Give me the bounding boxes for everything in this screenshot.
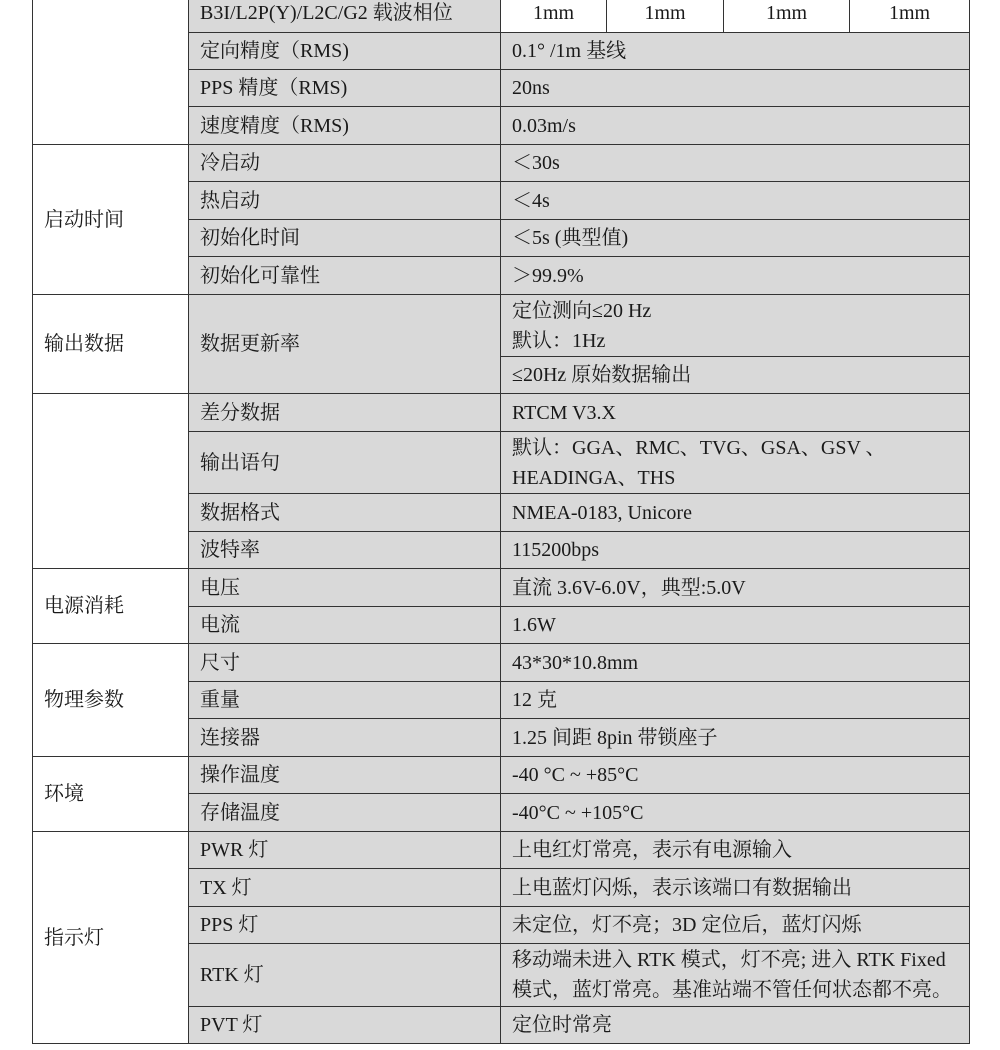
value-cell: 上电蓝灯闪烁，表示该端口有数据输出 bbox=[501, 869, 970, 907]
value-cell: 1mm bbox=[501, 0, 607, 33]
value-cell: 1.25 间距 8pin 带锁座子 bbox=[501, 719, 970, 757]
param-cell: PWR 灯 bbox=[189, 832, 501, 869]
value-cell: ＜5s (典型值) bbox=[501, 220, 970, 257]
value-cell: 1mm bbox=[607, 0, 724, 33]
param-cell: 速度精度（RMS) bbox=[189, 107, 501, 145]
param-cell: 操作温度 bbox=[189, 757, 501, 794]
category-cell: 环境 bbox=[33, 757, 189, 832]
category-cell bbox=[33, 394, 189, 569]
value-cell: 0.1° /1m 基线 bbox=[501, 33, 970, 70]
category-cell bbox=[33, 0, 189, 145]
param-cell: PPS 精度（RMS) bbox=[189, 70, 501, 107]
value-cell: 0.03m/s bbox=[501, 107, 970, 145]
category-cell: 启动时间 bbox=[33, 145, 189, 295]
value-cell: 定位测向≤20 Hz 默认：1Hz bbox=[501, 295, 970, 357]
value-cell: 未定位，灯不亮；3D 定位后，蓝灯闪烁 bbox=[501, 907, 970, 944]
param-cell: 热启动 bbox=[189, 182, 501, 220]
param-cell: TX 灯 bbox=[189, 869, 501, 907]
value-cell: 1mm bbox=[724, 0, 850, 33]
value-cell: 115200bps bbox=[501, 532, 970, 569]
value-cell: -40 °C ~ +85°C bbox=[501, 757, 970, 794]
param-cell: 存储温度 bbox=[189, 794, 501, 832]
value-cell: 12 克 bbox=[501, 682, 970, 719]
category-cell: 指示灯 bbox=[33, 832, 189, 1044]
value-cell: ＞99.9% bbox=[501, 257, 970, 295]
spec-table bbox=[32, 0, 970, 1044]
value-cell: 1.6W bbox=[501, 607, 970, 644]
value-cell: 默认：GGA、RMC、TVG、GSA、GSV 、 HEADINGA、THS bbox=[501, 432, 970, 494]
table-row bbox=[33, 832, 970, 869]
param-cell: 电压 bbox=[189, 569, 501, 607]
table-row bbox=[33, 0, 970, 33]
param-cell: 尺寸 bbox=[189, 644, 501, 682]
param-cell: 初始化可靠性 bbox=[189, 257, 501, 295]
value-cell: 定位时常亮 bbox=[501, 1007, 970, 1044]
value-cell: ＜30s bbox=[501, 145, 970, 182]
param-cell: 连接器 bbox=[189, 719, 501, 757]
category-cell: 输出数据 bbox=[33, 295, 189, 394]
param-cell: PPS 灯 bbox=[189, 907, 501, 944]
value-cell: ＜4s bbox=[501, 182, 970, 220]
param-cell: RTK 灯 bbox=[189, 944, 501, 1007]
param-cell: 定向精度（RMS) bbox=[189, 33, 501, 70]
value-cell: ≤20Hz 原始数据输出 bbox=[501, 357, 970, 394]
table-row bbox=[33, 145, 970, 182]
table-row bbox=[33, 394, 970, 432]
category-cell: 电源消耗 bbox=[33, 569, 189, 644]
param-cell: 数据格式 bbox=[189, 494, 501, 532]
table-row bbox=[33, 569, 970, 607]
param-cell: 波特率 bbox=[189, 532, 501, 569]
param-cell: 数据更新率 bbox=[189, 295, 501, 394]
value-cell: -40°C ~ +105°C bbox=[501, 794, 970, 832]
param-cell: 冷启动 bbox=[189, 145, 501, 182]
table-row bbox=[33, 757, 970, 794]
value-cell: RTCM V3.X bbox=[501, 394, 970, 432]
param-cell: PVT 灯 bbox=[189, 1007, 501, 1044]
param-cell: B3I/L2P(Y)/L2C/G2 载波相位 bbox=[189, 0, 501, 33]
param-cell: 差分数据 bbox=[189, 394, 501, 432]
value-cell: 移动端未进入 RTK 模式，灯不亮; 进入 RTK Fixed 模式，蓝灯常亮。基准站端不管任何状态都不亮。 bbox=[501, 944, 970, 1007]
category-cell: 物理参数 bbox=[33, 644, 189, 757]
table-row bbox=[33, 295, 970, 357]
param-cell: 重量 bbox=[189, 682, 501, 719]
value-cell: NMEA-0183, Unicore bbox=[501, 494, 970, 532]
value-cell: 上电红灯常亮，表示有电源输入 bbox=[501, 832, 970, 869]
value-cell: 1mm bbox=[850, 0, 970, 33]
value-cell: 20ns bbox=[501, 70, 970, 107]
param-cell: 电流 bbox=[189, 607, 501, 644]
value-cell: 直流 3.6V-6.0V，典型:5.0V bbox=[501, 569, 970, 607]
table-row bbox=[33, 644, 970, 682]
param-cell: 输出语句 bbox=[189, 432, 501, 494]
param-cell: 初始化时间 bbox=[189, 220, 501, 257]
value-cell: 43*30*10.8mm bbox=[501, 644, 970, 682]
